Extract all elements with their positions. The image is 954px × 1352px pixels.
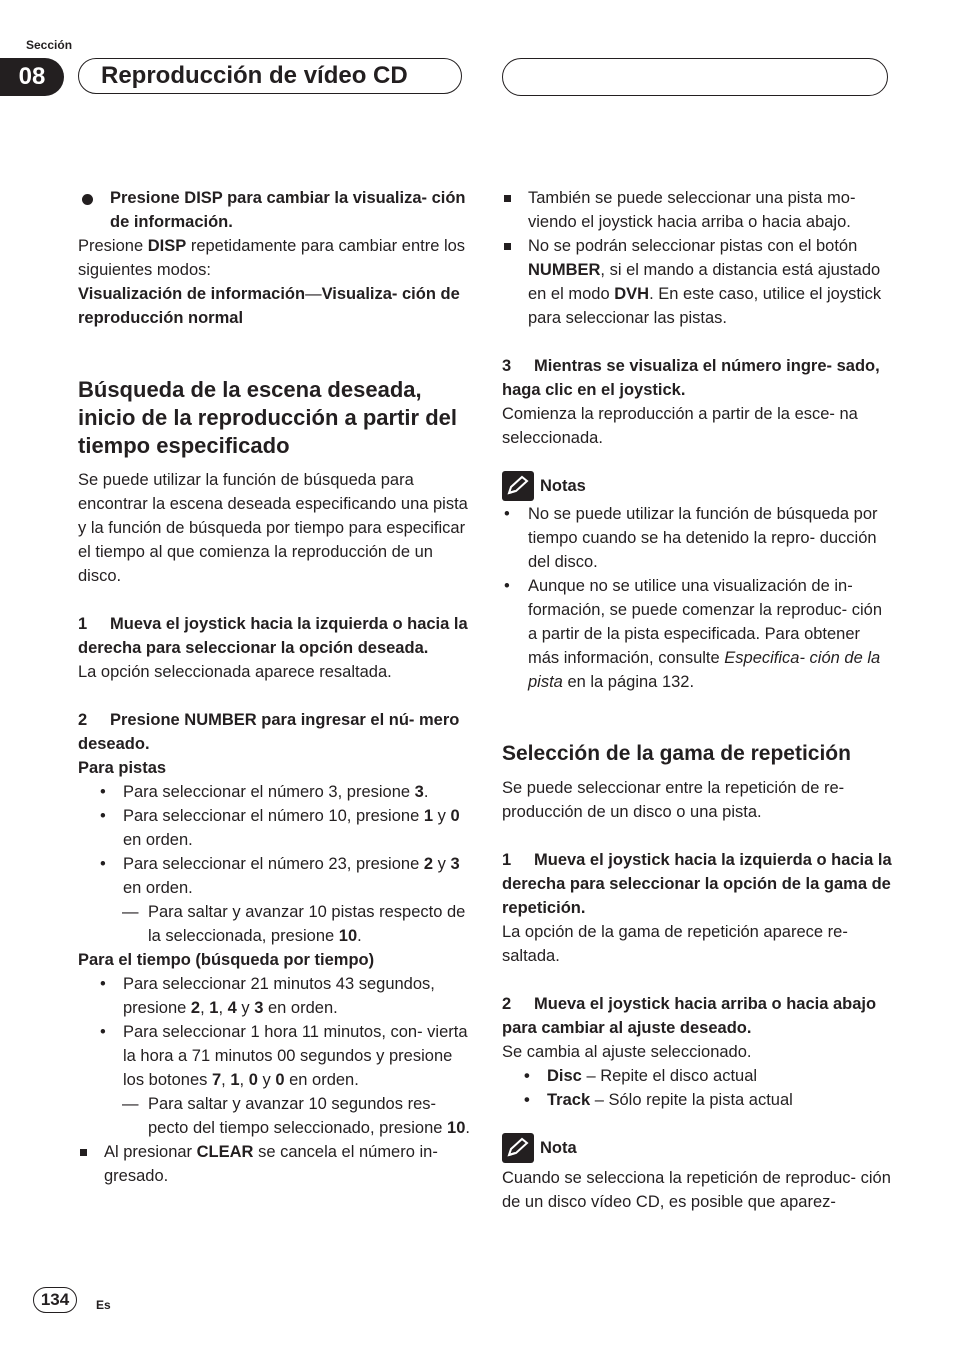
disp-modes: Visualización de información—Visualiza- ción de reproducción normal [78, 285, 460, 327]
notes-header: Notas [502, 470, 892, 502]
section-label: Sección [26, 38, 73, 52]
repeat-step-2-text: Se cambia al ajuste seleccionado. [502, 1043, 752, 1061]
repeat-step-1-text: La opción de la gama de repetición aparece re- saltada. [502, 923, 848, 965]
clear-note: Al presionar CLEAR se cancela el número in- gresado. [78, 1140, 470, 1188]
search-intro: Se puede utilizar la función de búsqueda para encontrar la escena deseada especificando una pista y la función de búsqueda por tiempo para especificar el tiempo al que comienza la reproducción de un disco. [78, 471, 468, 585]
disp-instruction-text: Presione DISP repetidamente para cambiar entre los siguientes modos: [78, 237, 466, 279]
repeat-options-list [502, 1064, 892, 1112]
list-item: • Aunque no se utilice una visualización de in- formación, se puede comenzar la reproduc- ción a partir de la pista especificada. Para obtener más información, consulte Especifica- ción de la pista en la página 132. [502, 574, 892, 694]
tracks-dash-item: — Para saltar y avanzar 10 pistas respecto de la seleccionada, presione 10. [78, 900, 470, 948]
tracks-heading: Para pistas [78, 759, 167, 777]
repeat-step-1-heading: 1 Mueva el joystick hacia la izquierda o hacia la derecha para seleccionar la opción de la gama de repetición. [502, 851, 892, 917]
time-list [78, 972, 470, 1092]
note-pencil-icon [502, 471, 534, 501]
step-2-heading: 2 Presione NUMBER para ingresar el nú- mero deseado. [78, 711, 460, 753]
repeat-step-2-heading: 2 Mueva el joystick hacia arriba o hacia abajo para cambiar al ajuste deseado. [502, 995, 877, 1037]
repeat-intro: Se puede seleccionar entre la repetición de re- producción de un disco o una pista. [502, 779, 845, 821]
step-1-heading: 1 Mueva el joystick hacia la izquierda o hacia la derecha para seleccionar la opción deseada. [78, 615, 468, 657]
language-code: Es [96, 1298, 111, 1312]
notes-list [502, 502, 892, 694]
joystick-tip: También se puede seleccionar una pista mo- viendo el joystick hacia arriba o hacia abajo. [502, 186, 892, 234]
time-dash-item: — Para saltar y avanzar 10 segundos res- pecto del tiempo seleccionado, presione 10. [78, 1092, 470, 1140]
list-item: • No se puede utilizar la función de búsqueda por tiempo cuando se ha detenido la repro- ducción del disco. [502, 502, 892, 574]
time-heading: Para el tiempo (búsqueda por tiempo) [78, 951, 375, 969]
page-number: 134 [33, 1287, 77, 1313]
note-text: Cuando se selecciona la repetición de reproduc- ción de un disco vídeo CD, es posible que aparez- [502, 1169, 891, 1211]
step-3-text: Comienza la reproducción a partir de la esce- na seleccionada. [502, 405, 858, 447]
note-header: Nota [502, 1132, 892, 1164]
note-pencil-icon [502, 1133, 534, 1163]
cross-reference-link: Especifica- ción de la pista [528, 649, 881, 691]
page-title: Reproducción de vídeo CD [78, 58, 462, 94]
left-column [78, 186, 470, 1188]
tracks-list [78, 780, 470, 900]
number-button-tip: No se podrán seleccionar pistas con el botón NUMBER, si el mando a distancia está ajustado en el modo DVH. En este caso, utilice el joystick para seleccionar las pistas. [502, 234, 892, 330]
list-item: • Para seleccionar 1 hora 11 minutos, con- vierta la hora a 71 minutos 00 segundos y presione los botones 7, 1, 0 y 0 en orden. [78, 1020, 470, 1092]
repeat-section-heading: Selección de la gama de repetición [502, 742, 851, 765]
right-column [502, 186, 892, 1214]
list-item: • Disc – Repite el disco actual [502, 1064, 892, 1088]
list-item: • Para seleccionar el número 10, presione 1 y 0 en orden. [78, 804, 470, 852]
header-empty-box [502, 58, 888, 96]
list-item: • Para seleccionar el número 23, presione 2 y 3 en orden. [78, 852, 470, 900]
list-item: • Para seleccionar 21 minutos 43 segundos, presione 2, 1, 4 y 3 en orden. [78, 972, 470, 1020]
search-section-heading: Búsqueda de la escena deseada, inicio de la reproducción a partir del tiempo especificado [78, 377, 457, 458]
disp-instruction-heading: Presione DISP para cambiar la visualiza- ción de información. [78, 186, 470, 234]
list-item: • Track – Sólo repite la pista actual [502, 1088, 892, 1112]
step-1-text: La opción seleccionada aparece resaltada. [78, 663, 392, 681]
step-3-heading: 3 Mientras se visualiza el número ingre- sado, haga clic en el joystick. [502, 357, 880, 399]
list-item: • Para seleccionar el número 3, presione 3. [78, 780, 470, 804]
section-number-badge: 08 [0, 58, 64, 96]
